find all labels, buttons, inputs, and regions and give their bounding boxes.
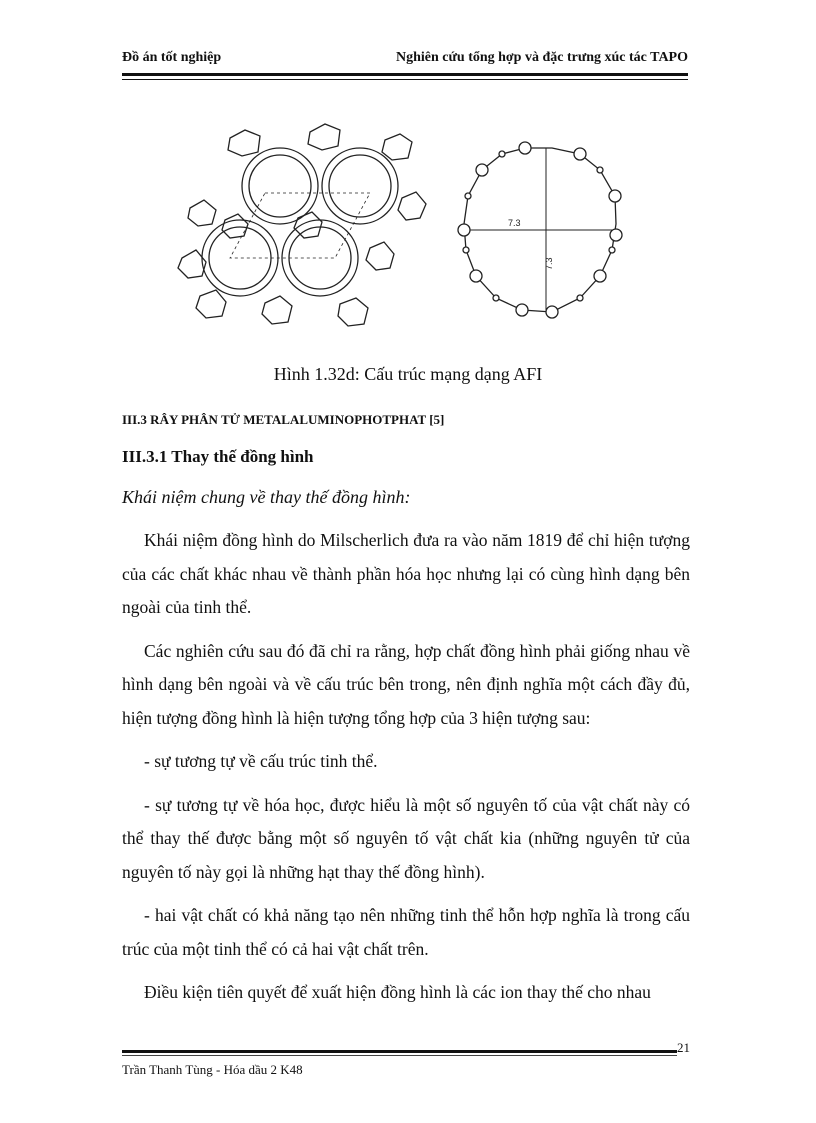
section-heading: III.3 RÂY PHÂN TỬ METALALUMINOPHOTPHAT [5] — [122, 412, 445, 427]
header-rule-thin — [122, 79, 688, 80]
figure-caption: Hình 1.32d: Cấu trúc mạng dạng AFI — [273, 364, 543, 384]
bullet-item: - sự tương tự về hóa học, được hiểu là một số nguyên tố của vật chất này có thể thay thế được bằng một số nguyên tố vật chất kia (những nguyên tử của nguyên tố này gọi là những hạt thay thế đồng hình). — [122, 794, 690, 882]
afi-structure-drawing — [170, 118, 650, 356]
bullet-item: - hai vật chất có khả năng tạo nên những tinh thể hỗn hợp nghĩa là trong cấu trúc của một tinh thể có cả hai vật chất trên. — [122, 905, 690, 959]
footer-rule-thin — [122, 1055, 677, 1056]
footer-rule-thick — [122, 1050, 677, 1053]
subsection-heading: III.3.1 Thay thế đồng hình — [122, 447, 314, 466]
header-left-title: Đồ án tốt nghiệp — [122, 50, 222, 65]
page-number: 21 — [677, 1040, 690, 1055]
header-rule-thick — [122, 73, 688, 76]
afi-ring-drawing — [458, 142, 622, 318]
paragraph: Khái niệm đồng hình do Milscherlich đưa ra vào năm 1819 để chỉ hiện tượng của các chất khác nhau về thành phần hóa học nhưng lại có cùng hình dạng bên ngoài của tinh thể. — [122, 530, 690, 617]
dimension-label-vertical: 7.3 — [544, 257, 554, 270]
header-right-title: Nghiên cứu tổng hợp và đặc trưng xúc tác TAPO — [396, 50, 688, 65]
footer-author: Trần Thanh Tùng - Hóa dầu 2 K48 — [122, 1062, 303, 1077]
dimension-label-horizontal: 7.3 — [508, 218, 521, 228]
afi-framework-drawing — [178, 124, 426, 326]
paragraph: Các nghiên cứu sau đó đã chỉ ra rằng, hợp chất đồng hình phải giống nhau về hình dạng bên ngoài và về cấu trúc bên trong, nên định nghĩa một cách đầy đủ, hiện tượng đồng hình là hiện tượng tổng hợp của 3 hiện tượng sau: — [122, 640, 690, 728]
italic-heading: Khái niệm chung về thay thế đồng hình: — [122, 487, 411, 507]
bullet-item: - sự tương tự về cấu trúc tinh thể. — [144, 751, 378, 771]
afi-structure-figure — [170, 118, 650, 356]
page-header — [122, 50, 688, 70]
paragraph: Điều kiện tiên quyết để xuất hiện đồng hình là các ion thay thế cho nhau — [144, 982, 651, 1002]
body-text — [122, 524, 690, 1010]
